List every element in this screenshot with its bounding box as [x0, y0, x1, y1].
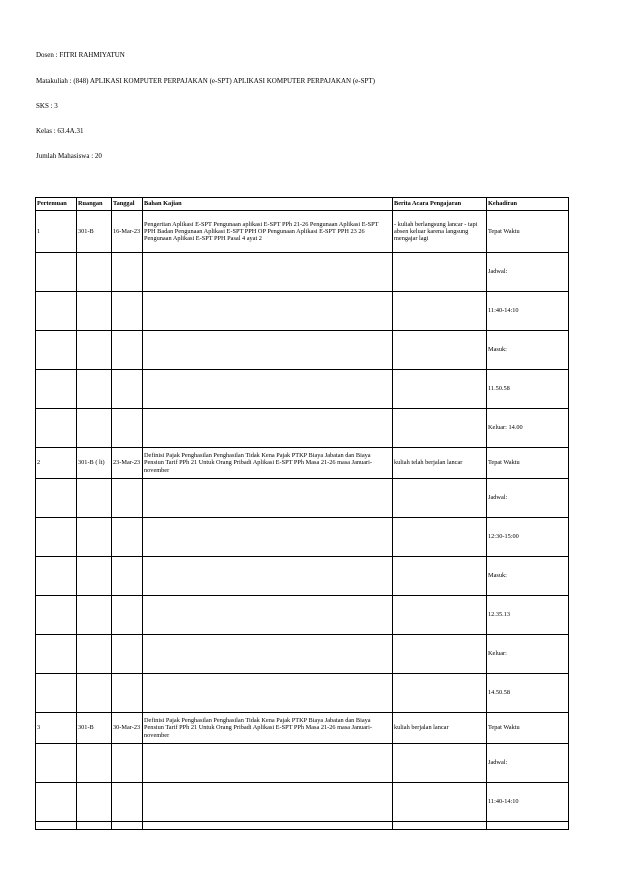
credits-line: SKS : 3: [36, 102, 58, 110]
cell-pertemuan: 1: [36, 211, 77, 253]
lecturer-line: Dosen : FITRI RAHMIYATUN: [36, 51, 125, 59]
cell-tanggal: 30-Mar-23: [112, 713, 143, 744]
table-row: [36, 713, 569, 744]
table-row: [36, 518, 569, 557]
cell-kehadiran: Tepat Waktu: [487, 448, 569, 479]
cell-kehadiran: 11:40-14:10: [487, 783, 569, 822]
cell-bahan-kajian: Pengertian Aplikasi E-SPT Pengunaan aplikasi E-SPT PPh 21-26 Pengunaan Aplikasi E-SPT PPH Badan Pengunaan Aplikasi E-SPT PPH OP Pengunaan Aplikasi E-SPT PPH 23 26 Pengunaan Aplikasi E-SPT PPH Pasal 4 ayat 2: [143, 211, 393, 253]
table-row: [36, 448, 569, 479]
cell-kehadiran: Masuk:: [487, 557, 569, 596]
cell-ruangan: 301-B: [77, 713, 112, 744]
header-berita-acara: Berita Acara Pengajaran: [393, 198, 487, 211]
table-row: [36, 635, 569, 674]
class-line: Kelas : 63.4A.31: [36, 127, 84, 135]
table-row: [36, 479, 569, 518]
table-row: [36, 253, 569, 292]
cell-kehadiran: Keluar: 14.00: [487, 409, 569, 448]
cell-pertemuan: 2: [36, 448, 77, 479]
cell-ruangan: 301-B ( lt): [77, 448, 112, 479]
header-tanggal: Tanggal: [112, 198, 143, 211]
table-row: [36, 596, 569, 635]
table-row: [36, 822, 569, 830]
course-line: Matakuliah : (848) APLIKASI KOMPUTER PERPAJAKAN (e-SPT) APLIKASI KOMPUTER PERPAJAKAN (e-SPT): [36, 77, 376, 85]
table-header-row: [36, 198, 569, 211]
cell-tanggal: 23-Mar-23: [112, 448, 143, 479]
table-row: [36, 744, 569, 783]
cell-berita-acara: - kuliah berlangsung lancar - tapi absen keluar karena langsung mengajar lagi: [393, 211, 487, 253]
cell-berita-acara: kuliah telah berjalan lancar: [393, 448, 487, 479]
cell-berita-acara: kuliah berjalan lancar: [393, 713, 487, 744]
cell-kehadiran: Keluar:: [487, 635, 569, 674]
header-ruangan: Ruangan: [77, 198, 112, 211]
cell-kehadiran: Jadwal:: [487, 253, 569, 292]
cell-kehadiran: 11.50.58: [487, 370, 569, 409]
attendance-table: [35, 197, 569, 830]
student-count-line: Jumlah Mahasiswa : 20: [36, 152, 102, 160]
cell-kehadiran: Jadwal:: [487, 479, 569, 518]
header-bahan-kajian: Bahan Kajian: [143, 198, 393, 211]
cell-kehadiran: 12.35.13: [487, 596, 569, 635]
cell-bahan-kajian: Definisi Pajak Penghasilan Penghasilan Tidak Kena Pajak PTKP Biaya Jabatan dan Biaya Pensiun Tarif PPh 21 Untuk Orang Pribadi Aplikasi E-SPT PPh Masa 21-26 masa Januari-november: [143, 713, 393, 744]
table-row: [36, 557, 569, 596]
header-kehadiran: Kehadiran: [487, 198, 569, 211]
table-row: [36, 370, 569, 409]
header-pertemuan: Pertemuan: [36, 198, 77, 211]
cell-ruangan: 301-B: [77, 211, 112, 253]
cell-kehadiran: Tepat Waktu: [487, 713, 569, 744]
cell-kehadiran: Tepat Waktu: [487, 211, 569, 253]
cell-kehadiran: Masuk:: [487, 331, 569, 370]
cell-pertemuan: 3: [36, 713, 77, 744]
table-row: [36, 409, 569, 448]
cell-kehadiran: 12:30-15:00: [487, 518, 569, 557]
table-row: [36, 331, 569, 370]
cell-kehadiran: 11:40-14:10: [487, 292, 569, 331]
table-row: [36, 211, 569, 253]
cell-tanggal: 16-Mar-23: [112, 211, 143, 253]
table-row: [36, 783, 569, 822]
cell-kehadiran: 14.50.58: [487, 674, 569, 713]
table-row: [36, 674, 569, 713]
cell-kehadiran: Jadwal:: [487, 744, 569, 783]
cell-bahan-kajian: Definisi Pajak Penghasilan Penghasilan Tidak Kena Pajak PTKP Biaya Jabatan dan Biaya Pensiun Tarif PPh 21 Untuk Orang Pribadi Aplikasi E-SPT PPh Masa 21-26 masa Januari-november: [143, 448, 393, 479]
table-row: [36, 292, 569, 331]
